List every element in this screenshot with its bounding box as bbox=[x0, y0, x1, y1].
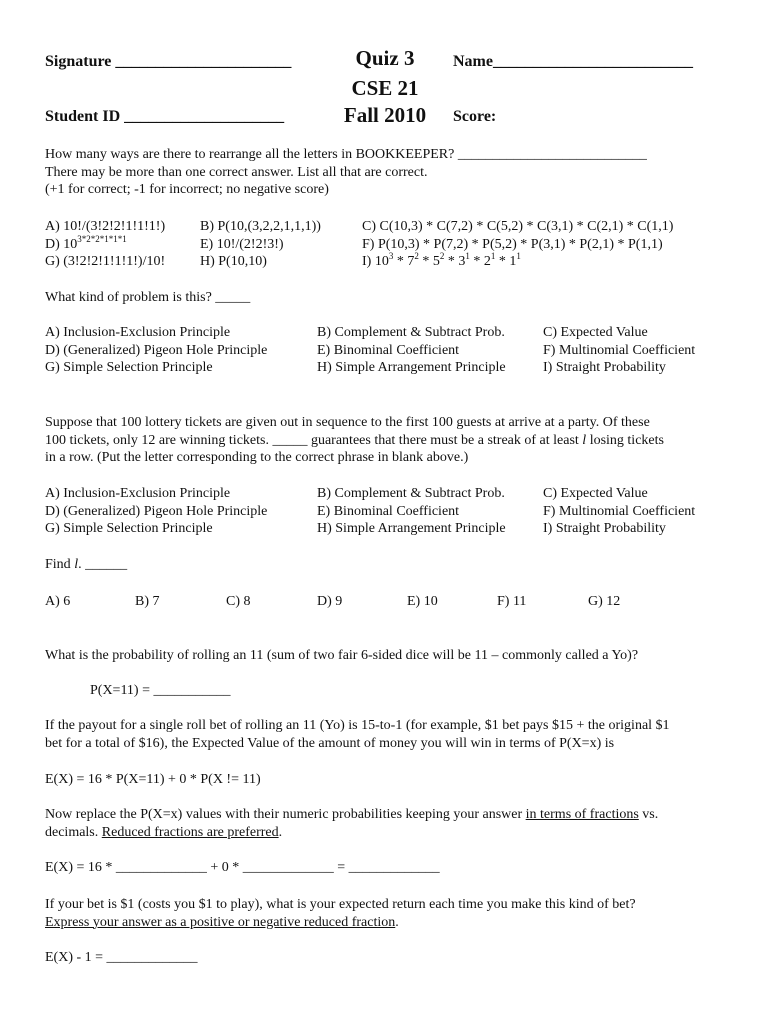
signature-field[interactable]: Signature ______________________ bbox=[45, 53, 292, 70]
q3-choices-col-2 bbox=[317, 485, 506, 538]
q1-option-a: A) 10!/(3!2!2!1!1!1!) bbox=[45, 219, 166, 234]
name-field[interactable]: Name_________________________ bbox=[453, 53, 693, 70]
q2-choice: B) Complement & Subtract Prob. bbox=[317, 325, 505, 340]
q3-choice: F) Multinomial Coefficient bbox=[543, 503, 696, 519]
student-id-field[interactable]: Student ID ____________________ bbox=[45, 108, 285, 125]
q1-option-d: D) $10^{3*2*2*1*1*1}$ bbox=[45, 233, 127, 252]
term-title: Fall 2010 bbox=[343, 103, 427, 127]
expected-return-blank[interactable]: E(X) - 1 = _____________ bbox=[45, 950, 198, 965]
payout-line: If the payout for a single roll bet of rolling an 11 (Yo) is 15-to-1 (for example, $1 bet pays $15 + the original $1 bbox=[45, 718, 670, 733]
q1-option-f: F) P(10,3) * P(7,2) * P(5,2) * P(3,1) * P(2,1) * P(1,1) bbox=[362, 236, 663, 252]
q2-choice: G) Simple Selection Principle bbox=[45, 360, 213, 375]
q3-choice: H) Simple Arrangement Principle bbox=[317, 521, 506, 536]
quiz-title: Quiz 3 bbox=[355, 46, 415, 70]
course-title: CSE 21 bbox=[351, 76, 419, 100]
question-3-line: Suppose that 100 lottery tickets are given out in sequence to the first 100 guests at arrive at a party. Of these bbox=[45, 415, 650, 430]
question-4-prompt: What is the probability of rolling an 11 (sum of two fair 6-sided dice will be 11 – commonly called a Yo)? bbox=[45, 648, 639, 663]
q2-choice: D) (Generalized) Pigeon Hole Principle bbox=[45, 342, 268, 358]
q1-option-e: E) 10!/(2!2!3!) bbox=[200, 236, 284, 252]
q1-option-g: G) (3!2!2!1!1!1!)/10! bbox=[45, 254, 166, 269]
q2-choice: H) Simple Arrangement Principle bbox=[317, 360, 506, 375]
answer-d: D) 9 bbox=[317, 594, 343, 609]
answer-e: E) 10 bbox=[407, 594, 438, 609]
q3-choice: D) (Generalized) Pigeon Hole Principle bbox=[45, 503, 268, 519]
q1-option-c: C) C(10,3) * C(7,2) * C(5,2) * C(3,1) * C(2,1) * C(1,1) bbox=[362, 219, 674, 234]
q2-choice: I) Straight Probability bbox=[543, 360, 666, 375]
q3-choice: I) Straight Probability bbox=[543, 521, 666, 536]
question-3-text bbox=[45, 414, 664, 467]
expected-value-formula: E(X) = 16 * P(X=11) + 0 * P(X != 11) bbox=[45, 772, 261, 787]
payout-text bbox=[45, 717, 670, 752]
q3-choice: B) Complement & Subtract Prob. bbox=[317, 486, 505, 501]
q3-choices-col-1 bbox=[45, 485, 267, 538]
replace-instructions bbox=[45, 806, 658, 841]
score-label: Score: bbox=[453, 108, 497, 125]
probability-blank[interactable]: P(X=11) = ___________ bbox=[90, 683, 231, 698]
q3-choices-col-3 bbox=[543, 485, 695, 538]
question-1-line: How many ways are there to rearrange all the letters in BOOKKEEPER? ___________________________ bbox=[45, 147, 647, 162]
q2-choice: A) Inclusion-Exclusion Principle bbox=[45, 325, 231, 340]
question-2-prompt: What kind of problem is this? _____ bbox=[45, 290, 251, 305]
find-l-prompt: Find l. ______ bbox=[45, 557, 128, 572]
q3-choice: C) Expected Value bbox=[543, 486, 648, 501]
q1-options-col-1 bbox=[45, 218, 165, 271]
bet-question bbox=[45, 896, 636, 931]
q1-options-col-2 bbox=[200, 218, 321, 271]
replace-line: Now replace the P(X=x) values with their numeric probabilities keeping your answer in terms of fractions vs. bbox=[45, 807, 659, 822]
q1-options-col-3 bbox=[362, 218, 673, 271]
q2-choices-col-2 bbox=[317, 324, 506, 377]
answer-a: A) 6 bbox=[45, 594, 71, 609]
question-1-line: (+1 for correct; -1 for incorrect; no negative score) bbox=[45, 182, 329, 197]
answer-f: F) 11 bbox=[497, 594, 527, 609]
question-3-line: in a row. (Put the letter corresponding to the correct phrase in blank above.) bbox=[45, 450, 469, 465]
q1-option-b: B) P(10,(3,2,2,1,1,1)) bbox=[200, 219, 321, 234]
q2-choices-col-1 bbox=[45, 324, 267, 377]
answer-g: G) 12 bbox=[588, 594, 621, 609]
payout-line: bet for a total of $16), the Expected Value of the amount of money you will win in terms of P(X=x) is bbox=[45, 735, 615, 751]
q3-choice: G) Simple Selection Principle bbox=[45, 521, 213, 536]
q3-choice: E) Binominal Coefficient bbox=[317, 503, 460, 519]
question-1-text bbox=[45, 146, 647, 199]
expected-value-blanks[interactable]: E(X) = 16 * _____________ + 0 * _____________ = _____________ bbox=[45, 860, 440, 875]
answer-b: B) 7 bbox=[135, 594, 160, 609]
q2-choice: E) Binominal Coefficient bbox=[317, 342, 460, 358]
q1-option-h: H) P(10,10) bbox=[200, 254, 267, 269]
q1-option-i: I) $10^3 * 7^2 * 5^2 * 3^1 * 2^1 * 1^1$ bbox=[362, 251, 521, 269]
q3-choice: A) Inclusion-Exclusion Principle bbox=[45, 486, 231, 501]
q2-choices-col-3 bbox=[543, 324, 695, 377]
question-1-line: There may be more than one correct answer. List all that are correct. bbox=[45, 164, 428, 180]
replace-line: decimals. Reduced fractions are preferred. bbox=[45, 824, 283, 840]
q2-choice: C) Expected Value bbox=[543, 325, 648, 340]
question-3-line: 100 tickets, only 12 are winning tickets. _____ guarantees that there must be a streak of at least l losing tickets bbox=[45, 432, 664, 448]
answer-c: C) 8 bbox=[226, 594, 251, 609]
bet-line: Express your answer as a positive or negative reduced fraction. bbox=[45, 914, 399, 930]
bet-line: If your bet is $1 (costs you $1 to play), what is your expected return each time you make this kind of bet? bbox=[45, 897, 636, 912]
q2-choice: F) Multinomial Coefficient bbox=[543, 342, 696, 358]
